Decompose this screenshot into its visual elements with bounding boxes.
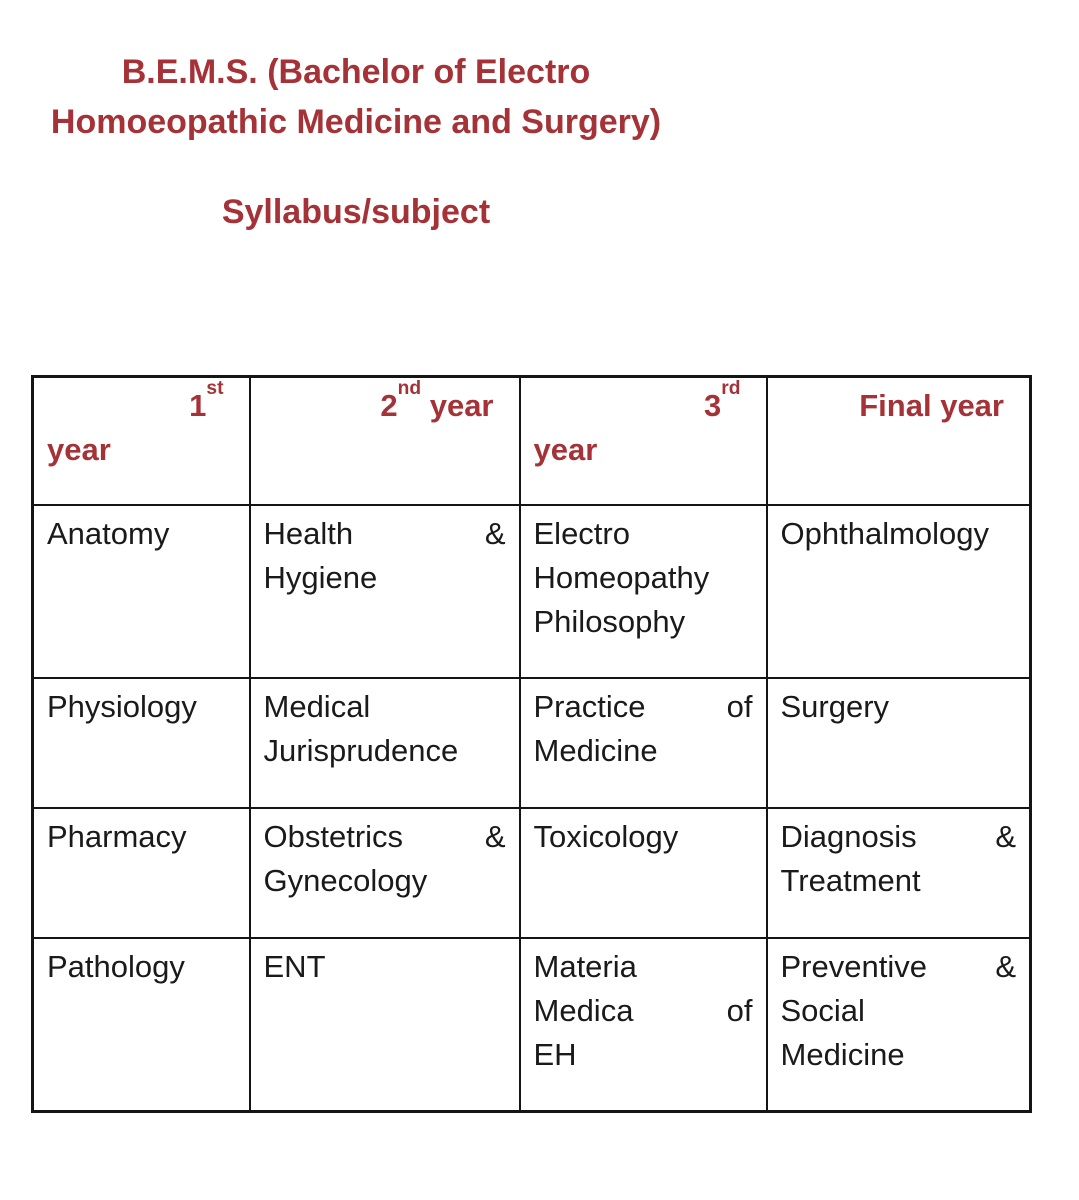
table-row bbox=[33, 808, 1031, 938]
subject-cell-line: Surgery bbox=[780, 688, 890, 724]
header-line: 3rd bbox=[704, 378, 741, 423]
header-cell-second-year bbox=[250, 377, 520, 505]
subject-cell-line: ENT bbox=[263, 948, 326, 984]
subject-cell bbox=[520, 808, 767, 938]
page bbox=[0, 47, 1079, 1113]
table-row bbox=[33, 938, 1031, 1112]
subject-cell-line: Pathology bbox=[47, 948, 185, 984]
subject-cell-line: Diagnosis & bbox=[780, 818, 1016, 854]
header-cell-third-year bbox=[520, 377, 767, 505]
subject-cell bbox=[33, 678, 250, 808]
syllabus-table bbox=[31, 375, 1032, 1113]
header-line: year bbox=[47, 432, 111, 467]
table-row bbox=[33, 678, 1031, 808]
header-line: Final year bbox=[859, 388, 1004, 423]
subject-cell bbox=[33, 505, 250, 678]
subject-cell-line: Medical bbox=[263, 688, 371, 724]
subject-cell-line: Pharmacy bbox=[47, 818, 187, 854]
subject-cell-line: Practice of bbox=[533, 688, 753, 724]
subject-cell-line: Hygiene bbox=[263, 559, 378, 595]
subject-cell bbox=[250, 505, 520, 678]
subject-cell-line: Treatment bbox=[780, 862, 921, 898]
subject-cell-line: Health & bbox=[263, 515, 506, 551]
ordinal-suffix: nd bbox=[397, 378, 422, 400]
subject-cell bbox=[520, 938, 767, 1112]
subject-cell bbox=[33, 808, 250, 938]
header-line: year bbox=[533, 432, 598, 467]
page-title-line-2: Homoeopathic Medicine and Surgery) bbox=[50, 103, 662, 141]
subject-cell-line: Medicine bbox=[780, 1036, 905, 1072]
ordinal-suffix: st bbox=[206, 378, 224, 400]
subject-cell-line: Obstetrics & bbox=[263, 818, 506, 854]
subject-cell-line: Medica of bbox=[533, 992, 753, 1028]
subject-cell bbox=[250, 678, 520, 808]
subject-cell-line: Electro bbox=[533, 515, 630, 551]
subject-cell bbox=[33, 938, 250, 1112]
page-header bbox=[0, 47, 712, 147]
subject-cell bbox=[767, 808, 1031, 938]
subject-cell-line: Philosophy bbox=[533, 603, 686, 639]
subject-cell-line: Preventive & bbox=[780, 948, 1016, 984]
subject-cell-line: Physiology bbox=[47, 688, 197, 724]
page-title-line-1: B.E.M.S. (Bachelor of Electro bbox=[121, 53, 591, 91]
subject-cell bbox=[520, 505, 767, 678]
subject-cell-line: Jurisprudence bbox=[263, 732, 459, 768]
header-cell-final-year bbox=[767, 377, 1031, 505]
subject-cell-line: Ophthalmology bbox=[780, 515, 990, 551]
subject-cell bbox=[250, 938, 520, 1112]
subject-cell-line: Social bbox=[780, 992, 865, 1028]
subject-cell-line: EH bbox=[533, 1036, 577, 1072]
subject-cell-line: Gynecology bbox=[263, 862, 428, 898]
subject-cell-line: Homeopathy bbox=[533, 559, 710, 595]
subject-cell bbox=[520, 678, 767, 808]
subject-cell bbox=[250, 808, 520, 938]
subject-cell-line: Anatomy bbox=[47, 515, 170, 551]
subject-cell bbox=[767, 505, 1031, 678]
subject-cell bbox=[767, 678, 1031, 808]
page-subtitle: Syllabus/subject bbox=[221, 193, 491, 231]
ordinal-suffix: rd bbox=[721, 378, 741, 400]
header-line: 1st bbox=[189, 378, 224, 423]
header-cell-first-year bbox=[33, 377, 250, 505]
subject-cell-line: Materia bbox=[533, 948, 637, 984]
header-line: 2nd year bbox=[380, 378, 494, 423]
table-row bbox=[33, 505, 1031, 678]
subject-cell-line: Toxicology bbox=[533, 818, 679, 854]
subject-cell-line: Medicine bbox=[533, 732, 658, 768]
table-header-row bbox=[33, 377, 1031, 505]
subject-cell bbox=[767, 938, 1031, 1112]
